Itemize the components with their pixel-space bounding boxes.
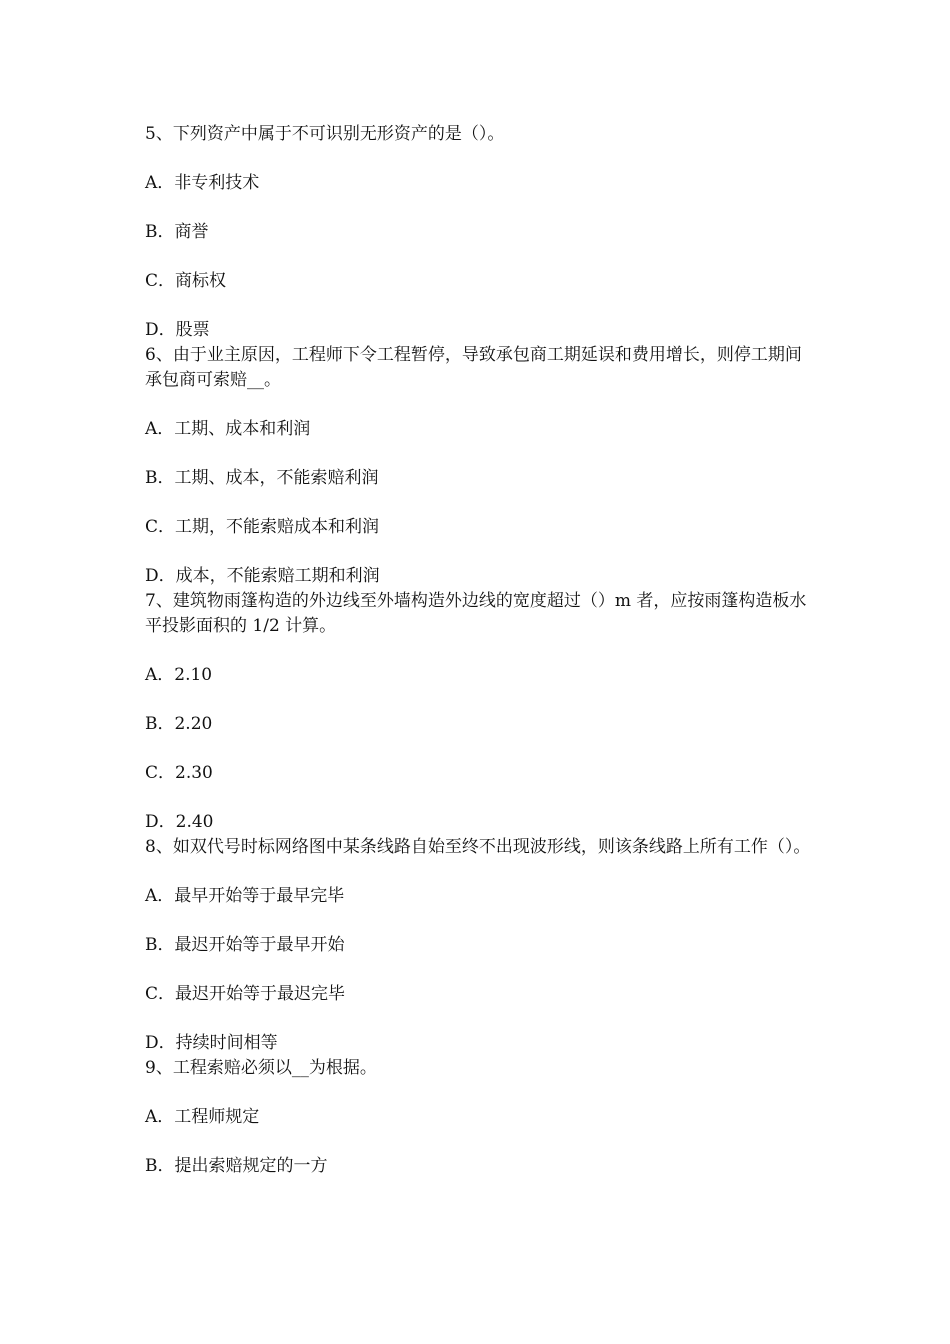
option-d: D．成本，不能索赔工期和利润	[145, 566, 380, 586]
question-7	[145, 589, 813, 835]
question-9	[145, 1056, 813, 1179]
option-a: A．工程师规定	[145, 1107, 260, 1127]
question-stem: 8、如双代号时标网络图中某条线路自始至终不出现波形线，则该条线路上所有工作（）。	[145, 837, 811, 857]
option-d: D．股票	[145, 320, 210, 340]
option-c: C．2.30	[145, 763, 213, 783]
option-b: B．提出索赔规定的一方	[145, 1156, 328, 1176]
question-5	[145, 122, 813, 343]
option-c: C．工期，不能索赔成本和利润	[145, 517, 380, 537]
option-b: B．2.20	[145, 714, 213, 734]
page-content	[145, 122, 813, 1179]
question-stem: 5、下列资产中属于不可识别无形资产的是（）。	[145, 124, 505, 144]
question-8	[145, 835, 813, 1056]
option-c: C．商标权	[145, 271, 227, 291]
option-a: A．最早开始等于最早完毕	[145, 886, 345, 906]
question-6	[145, 343, 813, 589]
question-stem: 9、工程索赔必须以__为根据。	[145, 1058, 377, 1078]
option-a: A．2.10	[145, 665, 213, 685]
option-b: B．工期、成本，不能索赔利润	[145, 468, 379, 488]
option-c: C．最迟开始等于最迟完毕	[145, 984, 346, 1004]
option-a: A．工期、成本和利润	[145, 419, 311, 439]
option-b: B．最迟开始等于最早开始	[145, 935, 345, 955]
option-b: B．商誉	[145, 222, 209, 242]
question-stem: 7、建筑物雨篷构造的外边线至外墙构造外边线的宽度超过（）m 者，应按雨篷构造板水平投影面积的 1/2 计算。	[145, 591, 807, 636]
option-a: A．非专利技术	[145, 173, 260, 193]
option-d: D．2.40	[145, 812, 214, 832]
option-d: D．持续时间相等	[145, 1033, 278, 1053]
question-stem: 6、由于业主原因，工程师下令工程暂停，导致承包商工期延误和费用增长，则停工期间承包商可索赔__。	[145, 345, 802, 390]
